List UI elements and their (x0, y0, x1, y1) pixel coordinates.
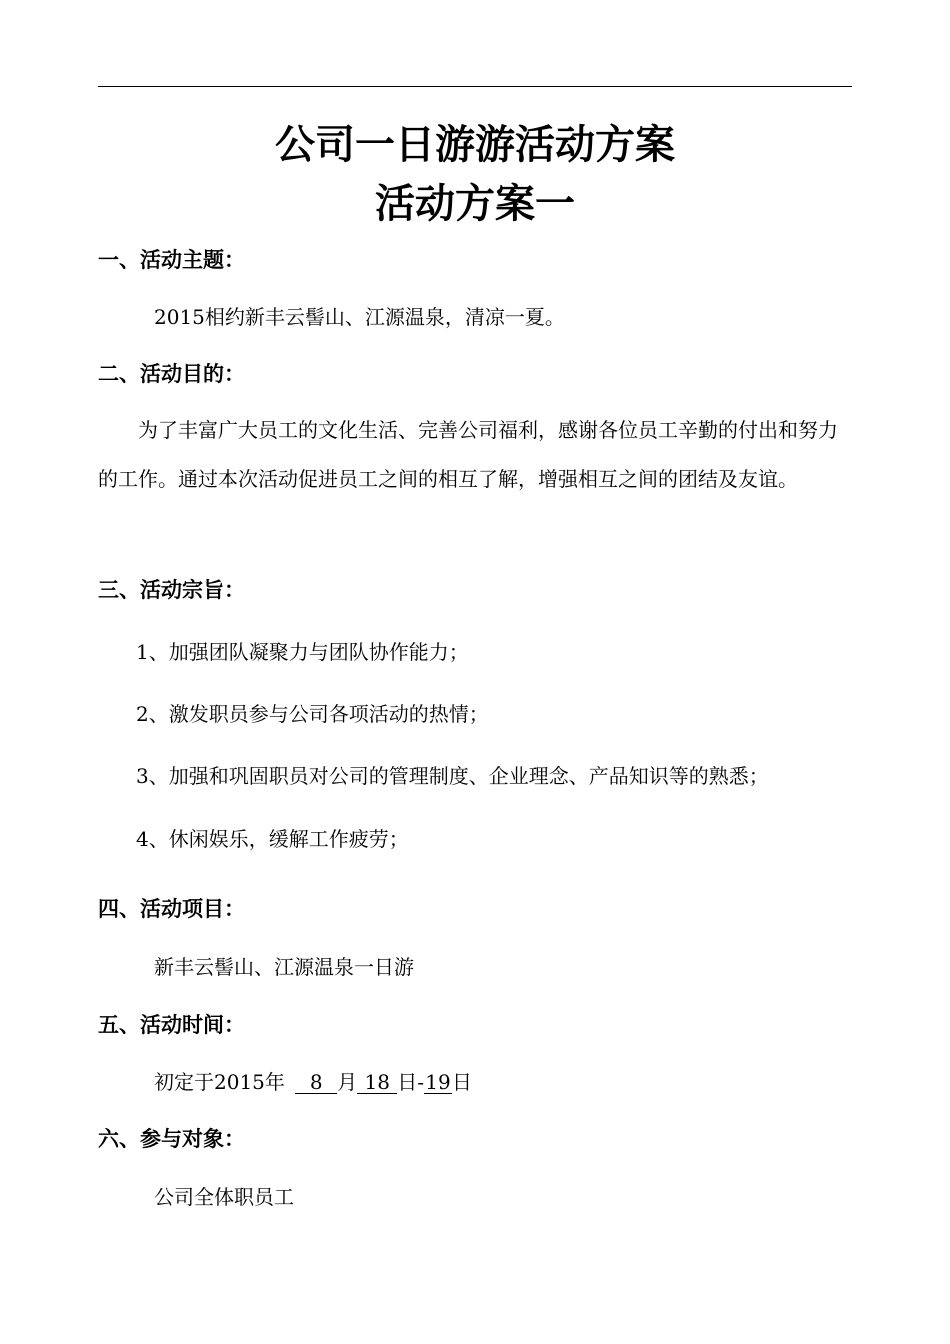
document-subtitle: 活动方案一 (375, 181, 575, 227)
header-rule (98, 86, 852, 87)
section-heading-purpose: 二、活动目的： (98, 362, 245, 386)
principle-item-1: 1、加强团队凝聚力与团队协作能力； (136, 640, 469, 664)
time-day-unit: 日 (452, 1070, 473, 1094)
theme-text: 2015相约新丰云髻山、江源温泉，清凉一夏。 (154, 305, 565, 329)
time-day-start: 18 (357, 1071, 397, 1094)
time-day-end: 19 (425, 1070, 451, 1094)
section-heading-theme: 一、活动主题： (98, 248, 245, 272)
time-line (154, 1068, 472, 1096)
time-day-sep: 日- (397, 1070, 425, 1094)
section-heading-time: 五、活动时间： (98, 1013, 245, 1037)
section-heading-participants: 六、参与对象： (98, 1127, 245, 1151)
section-heading-principle: 三、活动宗旨： (98, 578, 245, 602)
time-month: 8 (295, 1071, 337, 1094)
principle-item-4: 4、休闲娱乐，缓解工作疲劳； (136, 827, 409, 851)
document-title: 公司一日游游活动方案 (275, 122, 675, 168)
participants-text: 公司全体职员工 (154, 1185, 294, 1209)
principle-item-2: 2、激发职员参与公司各项活动的热情； (136, 702, 489, 726)
time-prefix: 初定于2015年 (154, 1070, 285, 1094)
purpose-text: 为了丰富广大员工的文化生活、完善公司福利，感谢各位员工辛勤的付出和努力的工作。通过本次活动促进员工之间的相互了解，增强相互之间的团结及友谊。 (98, 418, 838, 491)
time-month-unit: 月 (337, 1070, 358, 1094)
principle-item-3: 3、加强和巩固职员对公司的管理制度、企业理念、产品知识等的熟悉； (136, 764, 769, 788)
project-text: 新丰云髻山、江源温泉一日游 (154, 955, 414, 979)
section-heading-project: 四、活动项目： (98, 897, 245, 921)
